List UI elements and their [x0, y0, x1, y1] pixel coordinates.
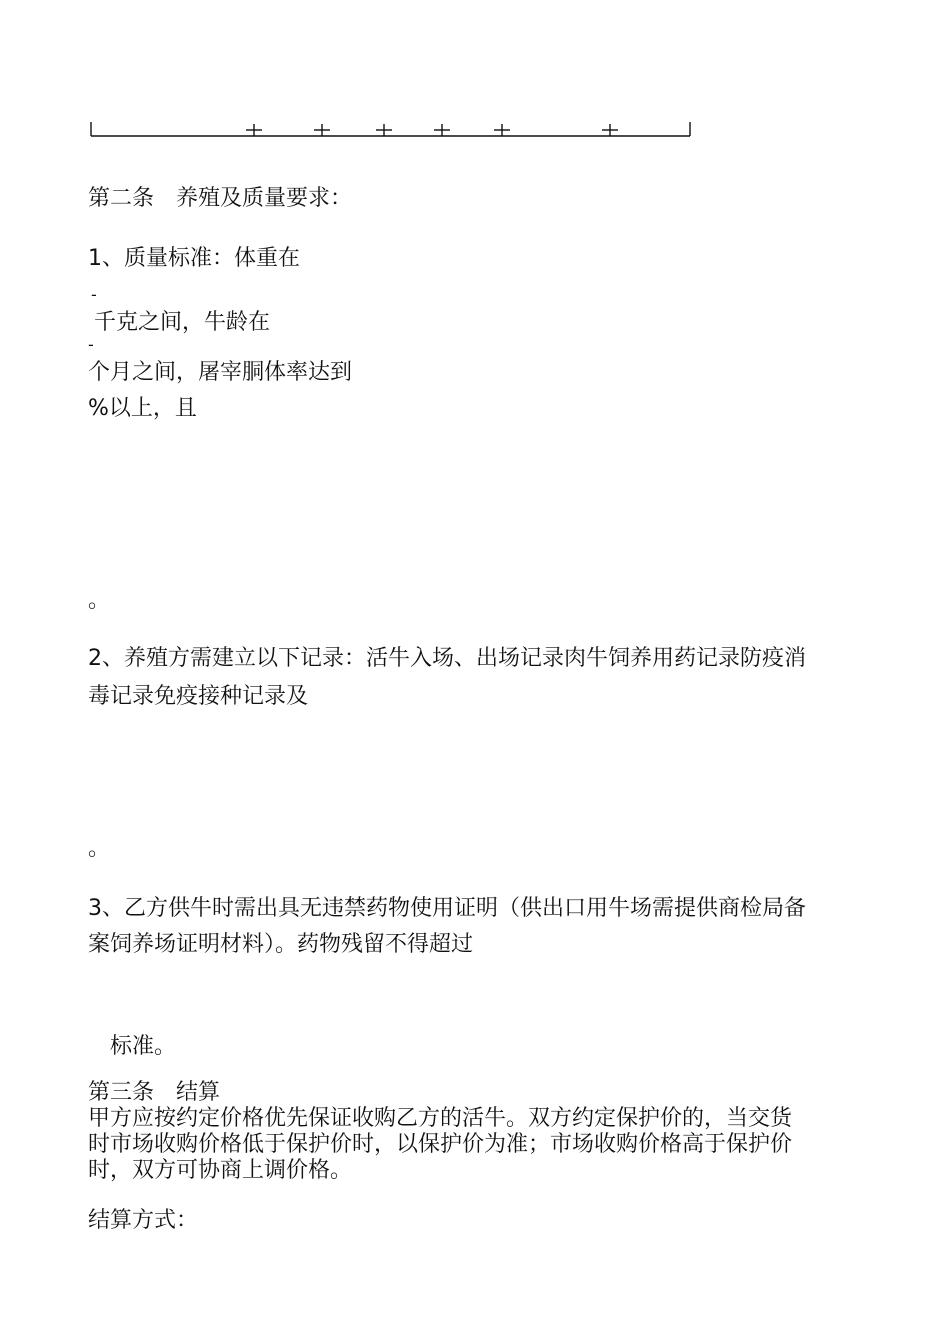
item2-line1: 2、养殖方需建立以下记录：活牛入场、出场记录肉牛饲养用药记录防疫消 — [88, 646, 806, 671]
section3-para-line3: 时，双方可协商上调价格。 — [88, 1158, 353, 1183]
item1-line4: %以上，且 — [88, 396, 197, 421]
item1-line1: 1、质量标准：体重在 — [88, 246, 300, 271]
section2-heading: 第二条 养殖及质量要求： — [88, 186, 353, 211]
item1-end: 。 — [88, 588, 111, 613]
item3-line1: 3、乙方供牛时需出具无违禁药物使用证明（供出口用牛场需提供商检局备 — [88, 896, 806, 921]
item2-line2: 毒记录免疫接种记录及 — [88, 684, 309, 709]
section3-para-line2: 时市场收购价格低于保护价时，以保护价为准；市场收购价格高于保护价 — [88, 1132, 793, 1157]
item2-end: 。 — [88, 836, 111, 861]
item3-line2: 案饲养场证明材料）。药物残留不得超过 — [88, 932, 474, 957]
section3-para-line1: 甲方应按约定价格优先保证收购乙方的活牛。双方约定保护价的，当交货 — [88, 1106, 793, 1131]
item1-line2: 千克之间，牛龄在 — [94, 310, 271, 335]
settlement-method-label: 结算方式： — [88, 1208, 199, 1233]
table-bottom-border — [90, 118, 695, 142]
item1-dash1: - — [91, 285, 97, 304]
section3-heading: 第三条 结算 — [88, 1080, 221, 1105]
item1-dash2: - — [88, 335, 94, 354]
item3-end: 标准。 — [110, 1034, 177, 1059]
item1-line3: 个月之间，屠宰胴体率达到 — [88, 360, 353, 385]
